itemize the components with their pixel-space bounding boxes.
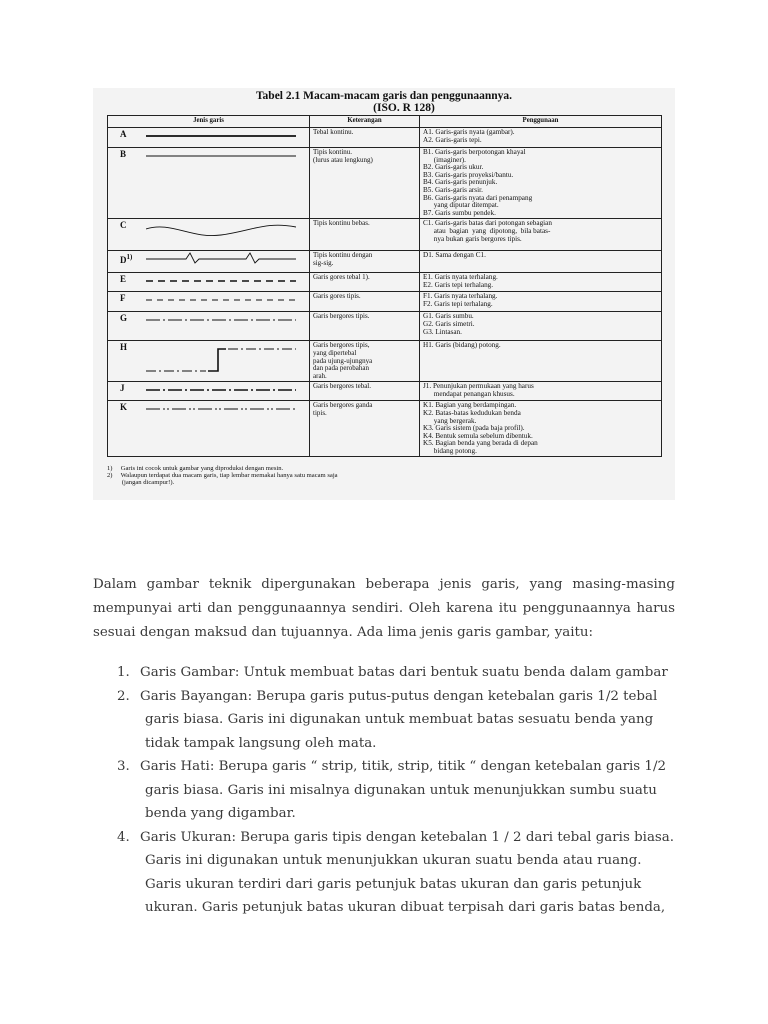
penggunaan-cell [420,341,662,382]
penggunaan-item: (imaginer). [423,155,466,164]
keterangan-cell [310,401,420,457]
keterangan-text: dan pada perobahan [313,364,369,373]
penggunaan-item: nya bukan garis bergores tipis. [423,234,522,243]
penggunaan-item: H1. Garis (bidang) potong. [423,341,501,350]
penggunaan-item: F2. Garis tepi terhalang. [423,299,493,308]
penggunaan-item: B1. Garis-garis berpotongan khayal [423,148,526,156]
line-type-code: E [120,274,127,285]
list-line: Garis ukuran terdiri dari garis petunjuk batas ukuran dan garis petunjuk [145,876,642,892]
line-type-cell [108,148,310,219]
penggunaan-item: J1. Penunjukan permukaan yang harus [423,382,534,391]
line-type-cell [108,251,310,273]
list-number: 2. [117,688,130,704]
line-sample [146,382,296,400]
penggunaan-item: B7. Garis sumbu pendek. [423,208,496,217]
line-type-code: $D^{1)}$ [120,253,133,266]
keterangan-text: Tipis kontinu bebas. [313,219,370,228]
keterangan-text: arah. [313,371,327,380]
keterangan-cell [310,382,420,401]
line-sample [146,292,296,310]
penggunaan-item: K5. Bagian benda yang berada di depan [423,439,538,448]
footnote-marker: 1) [126,253,133,262]
penggunaan-item: G1. Garis sumbu. [423,312,474,321]
header-keterangan: Keterangan [310,116,420,128]
list-line: Garis Gambar: Untuk membuat batas dari bentuk suatu benda dalam gambar [140,665,668,680]
keterangan-text: (lurus atau lengkung) [313,155,373,164]
header-jenis: Jenis garis [108,116,310,128]
line-type-cell [108,128,310,148]
table-row [108,273,662,292]
keterangan-cell [310,148,420,219]
penggunaan-cell [420,273,662,292]
penggunaan-item: B4. Garis-garis penunjuk. [423,178,498,187]
line-type-cell [108,401,310,457]
keterangan-cell [310,273,420,292]
table-row [108,219,662,251]
penggunaan-item: B6. Garis-garis nyata dari penampang [423,193,533,202]
list-line: Garis Hati: Berupa garis “ strip, titik, strip, titik “ dengan ketebalan garis 1/2 [140,759,666,774]
list-number: 1. [117,665,130,680]
list-item [117,661,677,685]
penggunaan-item: G3. Lintasan. [423,327,462,336]
penggunaan-item: yang bergerak. [423,416,477,425]
line-type-cell [108,312,310,341]
table-figure [93,88,675,500]
line-type-code: J [120,383,125,394]
line-sample [146,341,296,377]
keterangan-text: yang dipertebal [313,348,357,357]
penggunaan-cell [420,401,662,457]
keterangan-text: Tipis kontinu dengan [313,251,373,260]
intro-paragraph: Dalam gambar teknik dipergunakan beberapa jenis garis, yang masing-masing mempunyai arti dan penggunaannya sendiri. Oleh karena itu penggunaannya harus sesuai dengan maksud dan tujuannya. Ada lima jenis garis gambar, yaitu: [93,577,675,640]
line-sample [146,312,296,330]
footnote: 2) Walaupun terdapat dua macam garis, tiap lembar memakai hanya satu macam saja [107,472,338,480]
keterangan-text: Garis bergores tipis. [313,312,370,321]
penggunaan-cell [420,312,662,341]
list-line: tidak tampak langsung oleh mata. [145,735,377,751]
line-type-list [117,661,677,920]
line-type-code: A [120,129,127,139]
list-item [117,826,677,920]
footnote: 1) Garis ini cocok untuk gambar yang diproduksi dengan mesin. [107,465,284,472]
penggunaan-cell [420,382,662,401]
keterangan-text: tipis. [313,408,327,417]
penggunaan-cell [420,292,662,312]
figure-title-line: Tabel 2.1 Macam-macam garis dan penggunaannya. [255,90,513,102]
line-type-cell [108,292,310,312]
footnote: (jangan dicampur!). [107,479,175,487]
penggunaan-item: K1. Bagian yang berdampingan. [423,401,517,410]
keterangan-text: Tipis kontinu. [313,148,353,156]
line-type-code: B [120,149,127,159]
figure-title [93,90,675,114]
penggunaan-item: C1. Garis-garis batas dari potongan sebagian [423,219,552,228]
line-type-code: F [120,293,126,304]
penggunaan-item: E1. Garis nyata terhalang. [423,273,498,282]
keterangan-cell [310,341,420,382]
keterangan-cell [310,251,420,273]
table-row [108,148,662,219]
line-sample [146,273,296,291]
penggunaan-item: B3. Garis-garis proyeksi/bantu. [423,170,514,179]
penggunaan-item: D1. Sama dengan C1. [423,251,486,260]
penggunaan-item: A1. Garis-garis nyata (gambar). [423,128,515,136]
penggunaan-cell [420,219,662,251]
table-row [108,341,662,382]
penggunaan-item: K2. Batas-batas kedudukan benda [423,408,521,417]
line-type-cell [108,341,310,382]
list-number: 3. [117,759,130,774]
list-line: Garis Bayangan: Berupa garis putus-putus dengan ketebalan garis 1/2 tebal [140,688,658,704]
line-type-code: G [120,313,128,324]
line-type-cell [108,273,310,292]
list-item [117,755,677,826]
footnotes [107,465,667,487]
penggunaan-item: K4. Bentuk semula sebelum dibentuk. [423,431,533,440]
line-type-code: K [120,402,128,413]
keterangan-text: Garis bergores tipis, [313,341,370,350]
keterangan-text: Garis bergores ganda [313,401,373,410]
penggunaan-item: F1. Garis nyata terhalang. [423,292,498,301]
table-row [108,292,662,312]
line-sample [146,219,296,237]
penggunaan-cell [420,148,662,219]
penggunaan-cell [420,128,662,148]
penggunaan-item: yang diputar ditempat. [423,201,499,210]
line-type-code: H [120,342,128,353]
keterangan-cell [310,128,420,148]
header-penggunaan: Penggunaan [420,116,662,128]
keterangan-text: pada ujung-ujungnya [313,356,373,365]
list-number: 4. [117,829,130,845]
penggunaan-cell [420,251,662,273]
penggunaan-item: B2. Garis-garis ukur. [423,163,484,172]
line-types-table [107,115,662,457]
line-sample [146,251,296,269]
penggunaan-item: bidang potong. [423,446,477,455]
list-line: garis biasa. Garis ini misalnya digunakan untuk menunjukkan sumbu suatu [145,782,657,798]
table-row [108,382,662,401]
keterangan-text: Tebal kontinu. [313,128,354,136]
table-row [108,401,662,457]
table-header-row [108,116,662,128]
table-row [108,251,662,273]
figure-subtitle: (ISO. R 128) [373,102,435,114]
list-item [117,685,677,756]
keterangan-cell [310,292,420,312]
line-type-cell [108,219,310,251]
list-line: ukuran. Garis petunjuk batas ukuran dibuat terpisah dari garis batas benda, [145,900,666,915]
line-sample [146,148,296,166]
keterangan-cell [310,219,420,251]
penggunaan-item: A2. Garis-garis tepi. [423,135,482,144]
keterangan-text: sig-sig. [313,258,334,267]
table-row [108,312,662,341]
penggunaan-item: mendapat penangan khusus. [423,389,515,398]
table-row [108,128,662,148]
line-type-code: C [120,220,127,231]
line-sample [146,401,296,419]
keterangan-text: Garis bergores tebal. [313,382,371,391]
line-sample [146,128,296,146]
line-type-cell [108,382,310,401]
keterangan-text: Garis gores tipis. [313,292,361,301]
list-line: garis biasa. Garis ini digunakan untuk membuat batas sesuatu benda yang [145,712,654,727]
penggunaan-item: G2. Garis simetri. [423,319,475,328]
penggunaan-item: atau bagian yang dipotong, bila batas- [423,226,551,235]
penggunaan-item: K3. Garis sistem (pada baja profil). [423,424,525,433]
keterangan-cell [310,312,420,341]
penggunaan-item: B5. Garis-garis arsir. [423,185,483,194]
list-line: Garis ini digunakan untuk menunjukkan ukuran suatu benda atau ruang. [145,853,642,868]
list-line: Garis Ukuran: Berupa garis tipis dengan ketebalan 1 / 2 dari tebal garis biasa. [140,829,675,845]
list-line: benda yang digambar. [145,806,296,821]
keterangan-text: Garis gores tebal 1). [313,273,370,282]
penggunaan-item: E2. Garis tepi terhalang. [423,280,494,289]
